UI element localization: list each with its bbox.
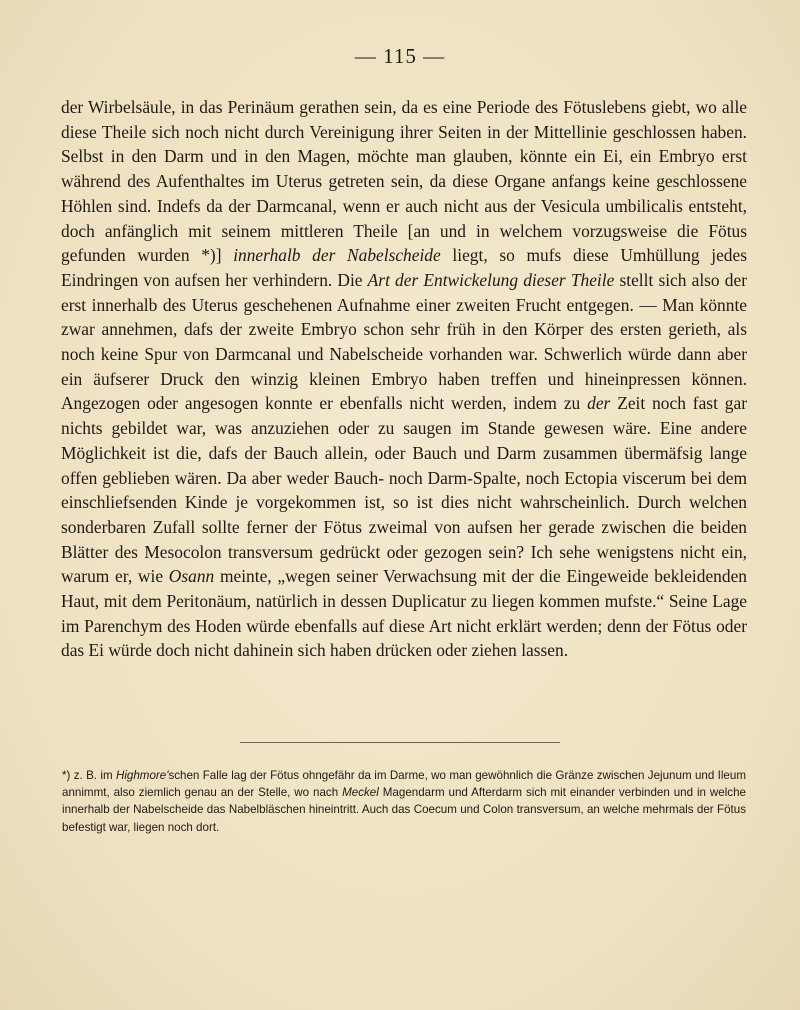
emphasis: innerhalb der Nabelscheide: [233, 245, 441, 266]
footnote-divider: [240, 742, 560, 743]
body-paragraph: [61, 95, 747, 663]
main-text: [61, 95, 747, 663]
footnote-segment: schen Falle lag der Fötus ohngefähr da im Darme, wo man gewöhnlich die Gränze zwischen Jejunum und Ileum annimmt, also ziemlich genau an der Stelle, wo nach: [62, 769, 746, 800]
footnote-emphasis: Highmore': [115, 769, 169, 782]
emphasis: Art der Entwickelung dieser Theile: [367, 269, 615, 290]
page-number: — 115 —: [354, 44, 446, 68]
emphasis: Osann: [168, 566, 215, 587]
footnote-paragraph: [62, 767, 746, 836]
footnote-segment: Magendarm und Afterdarm sich mit einander verbinden und in welche innerhalb der Nabelscheide das Nabelbläschen hineintritt. Auch das Coecum und Colon transversum, an welche mehrmals der Fötus befestigt war, liegen noch dort.: [62, 786, 746, 834]
text-segment: stellt sich also der erst innerhalb des Uterus geschehenen Aufnahme einer zweiten Frucht entgegen. — Man könnte zwar annehmen, dafs der zweite Embryo schon sehr früh in den Körper des ersten gerieth, als noch keine Spur von Darmcanal und Nabelscheide vorhanden war. Schwerlich würde dann aber ein äufserer Druck den winzig kleinen Embryo haben treffen und hineinpressen können. Angezogen oder angesogen konnte er ebenfalls nicht werden, indem zu: [61, 269, 747, 414]
footnote-segment: *) z. B. im: [62, 769, 113, 782]
footnote-emphasis: Meckel: [342, 786, 379, 800]
text-segment: liegt, so mufs diese Umhüllung jedes Eindringen von aufsen her verhindern. Die: [61, 245, 747, 290]
text-segment: der Wirbelsäule, in das Perinäum gerathen sein, da es eine Periode des Fötuslebens giebt, wo alle diese Theile sich noch nicht durch Vereinigung ihrer Seiten in der Mittellinie geschlossen haben. Selbst in den Darm und in den Magen, möchte man glauben, könnte ein Ei, ein Embryo erst während des Aufenthaltes im Uterus getreten sein, da diese Organe anfangs keine geschlossene Höhlen sind. Indefs da der Darmcanal, wenn er auch nicht aus der Vesicula umbilicalis entsteht, doch anfänglich mit seinem mittleren Theile [an und in welchem vorzugsweise die Fötus gefunden wurden *)]: [61, 97, 747, 266]
footnote: [62, 767, 746, 836]
emphasis: der: [587, 393, 611, 414]
text-segment: Zeit noch fast gar nichts gebildet war, was anzuziehen oder zu saugen im Stande gewesen wäre. Eine andere Möglichkeit ist die, dafs der Bauch allein, oder Bauch und Darm zusammen übermäfsig lange offen geblieben wären. Da aber weder Bauch- noch Darm-Spalte, noch Ectopia viscerum bei dem einschliefsenden Kinde je vorgekommen ist, so ist dies nicht wahrscheinlich. Durch welchen sonderbaren Zufall sollte ferner der Fötus zweimal von aufsen her gerade zwischen die beiden Blätter des Mesocolon transversum gedrückt oder gezogen sein? Ich sehe wenigstens nicht ein, warum er, wie: [61, 393, 747, 587]
text-segment: meinte, „wegen seiner Verwachsung mit der die Eingeweide bekleidenden Haut, mit dem Peritonäum, natürlich in dessen Duplicatur zu liegen kommen mufste.“ Seine Lage im Parenchym des Hoden würde ebenfalls auf diese Art nicht erklärt werden; denn der Fötus oder das Ei würde doch nicht dahinein sich haben drücken oder ziehen lassen.: [61, 566, 747, 661]
